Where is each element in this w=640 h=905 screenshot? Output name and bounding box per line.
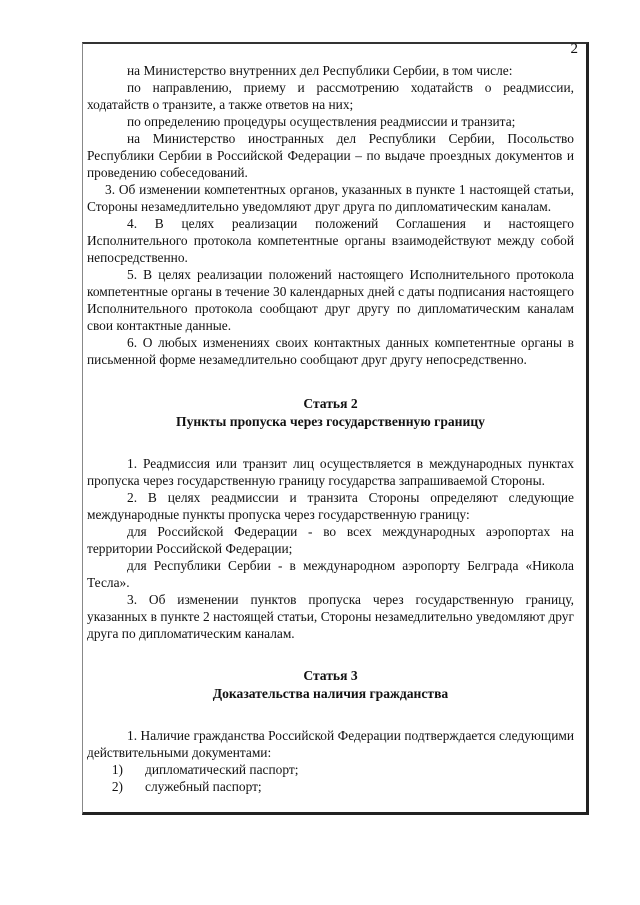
article-2-title: Пункты пропуска через государственную границу (176, 414, 485, 429)
page-number: 2 (570, 41, 578, 57)
document-body (87, 62, 574, 795)
paragraph: для Республики Сербии - в международном аэропорту Белграда «Никола Тесла». (87, 558, 574, 590)
paragraph: 2. В целях реадмиссии и транзита Стороны определяют следующие международные пункты пропуска через государственную границу: (87, 490, 574, 522)
paragraph: по определению процедуры осуществления реадмиссии и транзита; (127, 114, 516, 129)
list-item-text: дипломатический паспорт; (145, 762, 299, 777)
page-frame (82, 42, 589, 815)
paragraph: 3. Об изменении компетентных органов, указанных в пункте 1 настоящей статьи, Стороны незамедлительно уведомляют друг друга по дипломатическим каналам. (87, 182, 574, 214)
paragraph: 4. В целях реализации положений Соглашения и настоящего Исполнительного протокола компетентные органы взаимодействуют между собой непосредственно. (87, 216, 574, 265)
paragraph: 5. В целях реализации положений настоящего Исполнительного протокола компетентные органы в течение 30 календарных дней с даты подписания настоящего Исполнительного протокола сообщают друг другу по дипломатическим каналам свои контактные данные. (87, 267, 574, 333)
paragraph: 3. Об изменении пунктов пропуска через государственную границу, указанных в пункте 2 настоящей статьи, Стороны незамедлительно уведомляют друг друга по дипломатическим каналам. (87, 592, 574, 641)
list-item (87, 761, 574, 778)
article-2-number: Статья 2 (303, 396, 358, 411)
paragraph: 1. Реадмиссия или транзит лиц осуществляется в международных пунктах пропуска через государственную границу государства запрашиваемой Стороны. (87, 456, 574, 488)
paragraph: на Министерство иностранных дел Республики Сербии, Посольство Республики Сербии в Российской Федерации – по выдаче проездных документов и проведению собеседований. (87, 131, 574, 180)
article-3-number: Статья 3 (303, 668, 358, 683)
list-item-number: 2) (111, 779, 123, 794)
paragraph: по направлению, приему и рассмотрению ходатайств о реадмиссии, ходатайств о транзите, а также ответов на них; (87, 80, 574, 112)
paragraph: 1. Наличие гражданства Российской Федерации подтверждается следующими действительными документами: (87, 728, 574, 760)
list-item-number: 1) (111, 762, 123, 777)
paragraph: на Министерство внутренних дел Республики Сербии, в том числе: (127, 63, 513, 78)
paragraph: 6. О любых изменениях своих контактных данных компетентные органы в письменной форме незамедлительно сообщают друг другу непосредственно. (87, 335, 574, 367)
paragraph: для Российской Федерации - во всех международных аэропортах на территории Российской Федерации; (87, 524, 574, 556)
article-3-title: Доказательства наличия гражданства (212, 686, 449, 701)
list-item (87, 778, 574, 795)
list-item-text: служебный паспорт; (145, 779, 262, 794)
